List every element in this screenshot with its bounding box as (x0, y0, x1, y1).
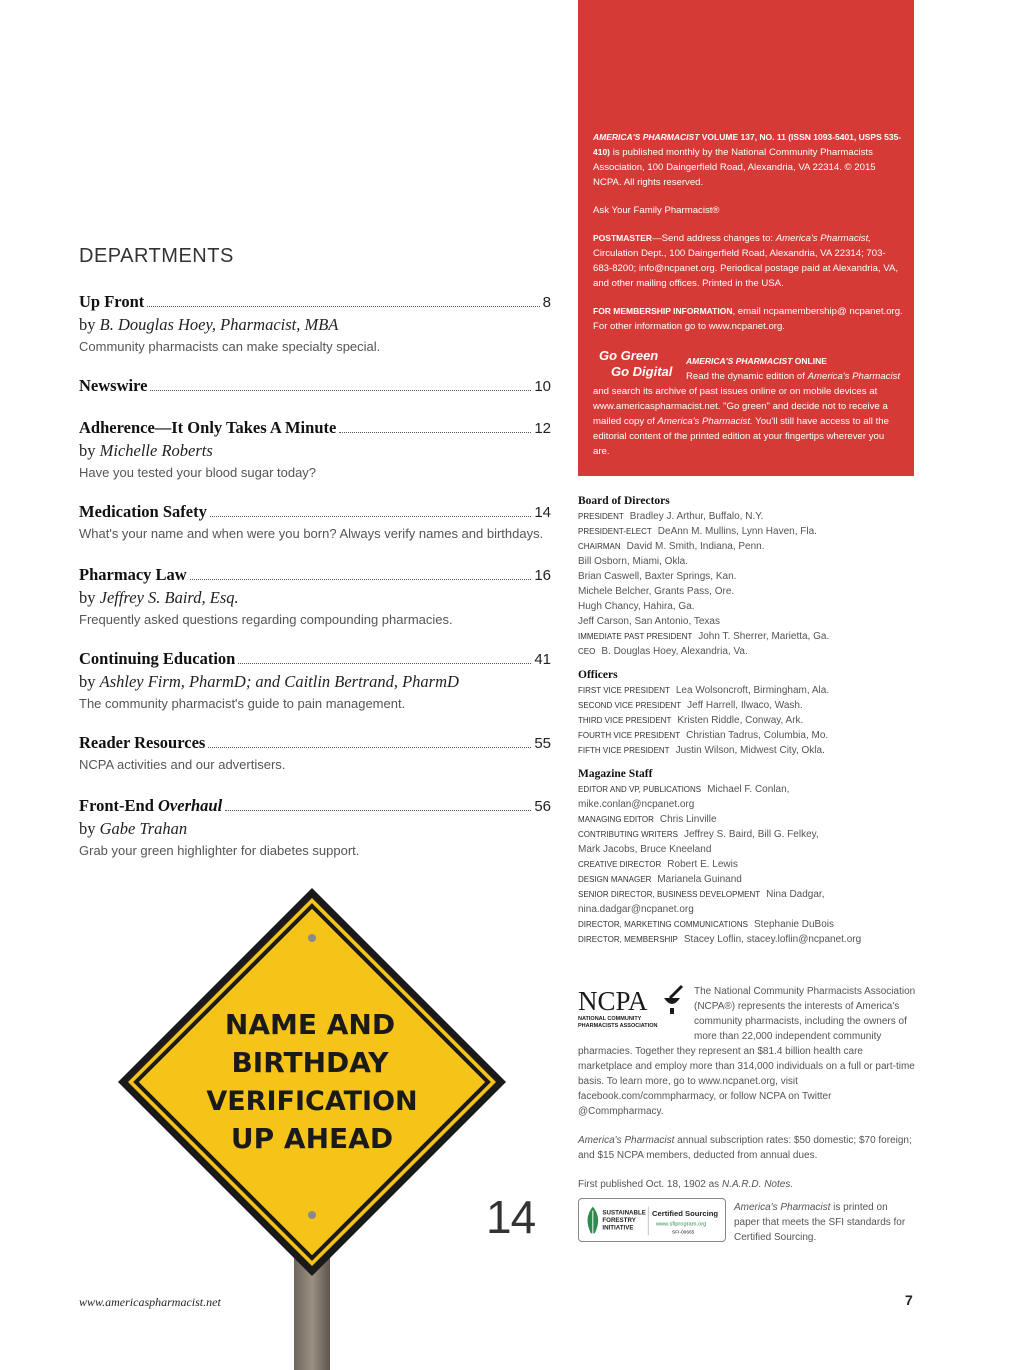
ncpa-logo-sub-1: NATIONAL COMMUNITY (578, 1016, 642, 1022)
dept-page: 56 (534, 798, 551, 815)
go-digital-text: Go Digital (611, 364, 673, 379)
masthead-panel (578, 0, 914, 476)
departments-heading: DEPARTMENTS (79, 245, 234, 267)
dept-page: 12 (534, 420, 551, 437)
subscription-rates: America's Pharmacist annual subscription rates: $50 domestic; $70 foreign; and $15 NCPA members, deducted from annual dues. (578, 1135, 912, 1161)
sfi-certified: Certified Sourcing (652, 1209, 719, 1219)
dept-title: Up Front (79, 292, 145, 311)
sfi-line-1: SUSTAINABLE (602, 1209, 646, 1217)
board-member: Michele Belcher, Grants Pass, Ore. (578, 586, 735, 597)
ask-tagline: Ask Your Family Pharmacist® (593, 205, 720, 216)
board-member: CHAIRMAN David M. Smith, Indiana, Penn. (578, 541, 765, 552)
online-info: Read the dynamic edition of America's Pharmacist and search its archive of past issues online or on mobile devices at www.americaspharmacist.net. "Go green" and decide not to receive a mailed copy of America's Pharmacist. You'll still have access to all the editorial content of the printed edition at your fingertips wherever you are. (593, 371, 901, 457)
sign-line-4: UP AHEAD (230, 1122, 394, 1155)
dept-reader-resources[interactable] (79, 733, 551, 772)
ncpa-logo-sub-2: PHARMACISTS ASSOCIATION (578, 1023, 658, 1029)
dept-page: 14 (534, 504, 551, 521)
mortar-pestle-icon (664, 986, 682, 1014)
dept-adherence[interactable] (79, 418, 551, 480)
officer: FIRST VICE PRESIDENT Lea Wolsoncroft, Birmingham, Ala. (578, 685, 830, 696)
staff-member: CREATIVE DIRECTOR Robert E. Lewis (578, 859, 738, 870)
staff-member: DESIGN MANAGER Marianela Guinand (578, 874, 742, 885)
dept-desc: NCPA activities and our advertisers. (79, 757, 286, 772)
staff-member: DIRECTOR, MARKETING COMMUNICATIONS Stephanie DuBois (578, 919, 834, 930)
ncpa-about (578, 984, 916, 1206)
dept-desc: What's your name and when were you born? Always verify names and birthdays. (79, 526, 544, 541)
online-heading: AMERICA'S PHARMACIST ONLINE (686, 356, 827, 366)
board-member: IMMEDIATE PAST PRESIDENT John T. Sherrer, Marietta, Ga. (578, 631, 830, 642)
masthead-directory (578, 494, 918, 947)
dept-front-end-overhaul[interactable] (79, 796, 551, 858)
footer-page-number: 7 (905, 1292, 913, 1308)
dot-leader (339, 431, 531, 433)
officer: THIRD VICE PRESIDENT Kristen Riddle, Conway, Ark. (578, 715, 804, 726)
dept-byline: by Michelle Roberts (79, 441, 213, 460)
dot-leader (208, 746, 531, 748)
staff-heading: Magazine Staff (578, 768, 653, 780)
staff-member: SENIOR DIRECTOR, BUSINESS DEVELOPMENT Nina Dadgar, (578, 889, 825, 900)
staff-member: DIRECTOR, MEMBERSHIP Stacey Loflin, stacey.loflin@ncpanet.org (578, 934, 862, 945)
dept-desc: Community pharmacists can make specialty special. (79, 339, 381, 354)
ncpa-description: The National Community Pharmacists Association (NCPA®) represents the interests of America's community pharmacists, including the owners of more than 22,000 independent community pharmacies. Together they represent an $81.4 billion health care marketplace and employ more than 314,000 individuals on a full or part-time basis. To learn more, go to www.ncpanet.org, visit facebook.com/commpharmacy, or follow NCPA on Twitter @Commpharmacy. (578, 986, 916, 1117)
sign-face (128, 898, 496, 1266)
staff-member: nina.dadgar@ncpanet.org (578, 904, 694, 915)
sign-line-2: BIRTHDAY (231, 1046, 389, 1079)
dept-title: Continuing Education (79, 649, 236, 668)
staff-member: MANAGING EDITOR Chris Linville (578, 814, 717, 825)
officer: FIFTH VICE PRESIDENT Justin Wilson, Midwest City, Okla. (578, 745, 825, 756)
board-member: Hugh Chancy, Hahira, Ga. (578, 601, 695, 612)
staff-member: Mark Jacobs, Bruce Kneeland (578, 844, 712, 855)
dept-title: Newswire (79, 376, 148, 395)
dept-newswire[interactable] (79, 376, 551, 396)
staff-member: EDITOR AND VP, PUBLICATIONS Michael F. Conlan, (578, 784, 790, 795)
board-member: Jeff Carson, San Antonio, Texas (578, 616, 720, 627)
dept-page: 55 (534, 735, 551, 752)
go-green-text: Go Green (599, 348, 659, 363)
dot-leader (147, 305, 539, 307)
membership-info: FOR MEMBERSHIP INFORMATION, email ncpamembership@ ncpanet.org. For other information go to www.ncpanet.org. (593, 306, 903, 332)
staff-member: CONTRIBUTING WRITERS Jeffrey S. Baird, Bill G. Felkey, (578, 829, 819, 840)
officer: FOURTH VICE PRESIDENT Christian Tadrus, Columbia, Mo. (578, 730, 829, 741)
publication-info: AMERICA'S PHARMACIST VOLUME 137, NO. 11 (ISSN 1093-5401, USPS 535-410) is published monthly by the National Community Pharmacists Association, 100 Daingerfield Road, Alexandria, VA 22314. © 2015 NCPA. All rights reserved. (593, 132, 902, 188)
sfi-line-2: FORESTRY (602, 1216, 636, 1224)
board-member: Brian Caswell, Baxter Springs, Kan. (578, 571, 737, 582)
sign-line-3: VERIFICATION (206, 1086, 418, 1117)
dept-title: Front-End Overhaul (79, 796, 223, 815)
board-member: PRESIDENT-ELECT DeAnn M. Mullins, Lynn Haven, Fla. (578, 526, 817, 537)
dot-leader (150, 389, 531, 391)
leaf-icon (588, 1207, 599, 1234)
dot-leader (210, 515, 531, 517)
dept-medication-safety[interactable] (79, 502, 551, 541)
dept-pharmacy-law[interactable] (79, 565, 551, 627)
dept-title: Pharmacy Law (79, 565, 187, 584)
board-member: PRESIDENT Bradley J. Arthur, Buffalo, N.Y. (578, 511, 764, 522)
dept-byline: by Jeffrey S. Baird, Esq. (79, 588, 239, 607)
dept-page: 41 (534, 651, 551, 668)
sfi-url: www.sfiprogram.org (655, 1221, 707, 1228)
dept-byline: by Gabe Trahan (79, 819, 188, 838)
sign-bolt-bottom (308, 1211, 316, 1219)
sfi-code: SFI-00665 (672, 1230, 695, 1236)
dot-leader (238, 662, 531, 664)
dot-leader (225, 809, 531, 811)
officer: SECOND VICE PRESIDENT Jeff Harrell, Ilwaco, Wash. (578, 700, 803, 711)
board-member: CEO B. Douglas Hoey, Alexandria, Va. (578, 646, 748, 657)
dept-desc: Frequently asked questions regarding compounding pharmacies. (79, 612, 453, 627)
staff-member: mike.conlan@ncpanet.org (578, 799, 695, 810)
dept-up-front[interactable] (79, 292, 551, 354)
dept-page: 10 (534, 378, 551, 395)
dept-continuing-education[interactable] (79, 649, 551, 711)
dept-desc: Grab your green highlighter for diabetes support. (79, 843, 360, 858)
sign-bolt-top (308, 934, 316, 942)
ncpa-logo (578, 984, 688, 1032)
dot-leader (190, 578, 532, 580)
dept-desc: The community pharmacist's guide to pain management. (79, 696, 406, 711)
sfi-line-3: INITIATIVE (602, 1224, 634, 1232)
dept-page: 8 (542, 294, 551, 311)
postmaster-info: POSTMASTER—Send address changes to: America's Pharmacist, Circulation Dept., 100 Daingerfield Road, Alexandria, VA 22314; 703-683-8200; info@ncpanet.org. Periodical postage paid at Alexandria, VA, and other mailing offices. Printed in the USA. (593, 233, 899, 289)
dept-desc: Have you tested your blood sugar today? (79, 465, 317, 480)
section-page-number: 14 (486, 1191, 536, 1243)
board-member: Bill Osborn, Miami, Okla. (578, 556, 689, 567)
footer-url[interactable]: www.americaspharmacist.net (79, 1295, 221, 1309)
officers-heading: Officers (578, 669, 618, 681)
dept-page: 16 (534, 567, 551, 584)
ncpa-logo-text: NCPA (578, 986, 648, 1016)
sign-line-1: NAME AND (224, 1008, 396, 1041)
sfi-badge (578, 1198, 726, 1242)
dept-title: Adherence—It Only Takes A Minute (79, 418, 337, 437)
dept-byline: by Ashley Firm, PharmD; and Caitlin Bertrand, PharmD (79, 672, 459, 691)
sfi-note: America's Pharmacist is printed on paper that meets the SFI standards for Certified Sourcing. (734, 1202, 906, 1243)
dept-title: Medication Safety (79, 502, 207, 521)
dept-title: Reader Resources (79, 733, 206, 752)
dept-byline: by B. Douglas Hoey, Pharmacist, MBA (79, 315, 339, 334)
board-heading: Board of Directors (578, 495, 670, 507)
first-published: First published Oct. 18, 1902 as N.A.R.D. Notes. (578, 1179, 794, 1190)
